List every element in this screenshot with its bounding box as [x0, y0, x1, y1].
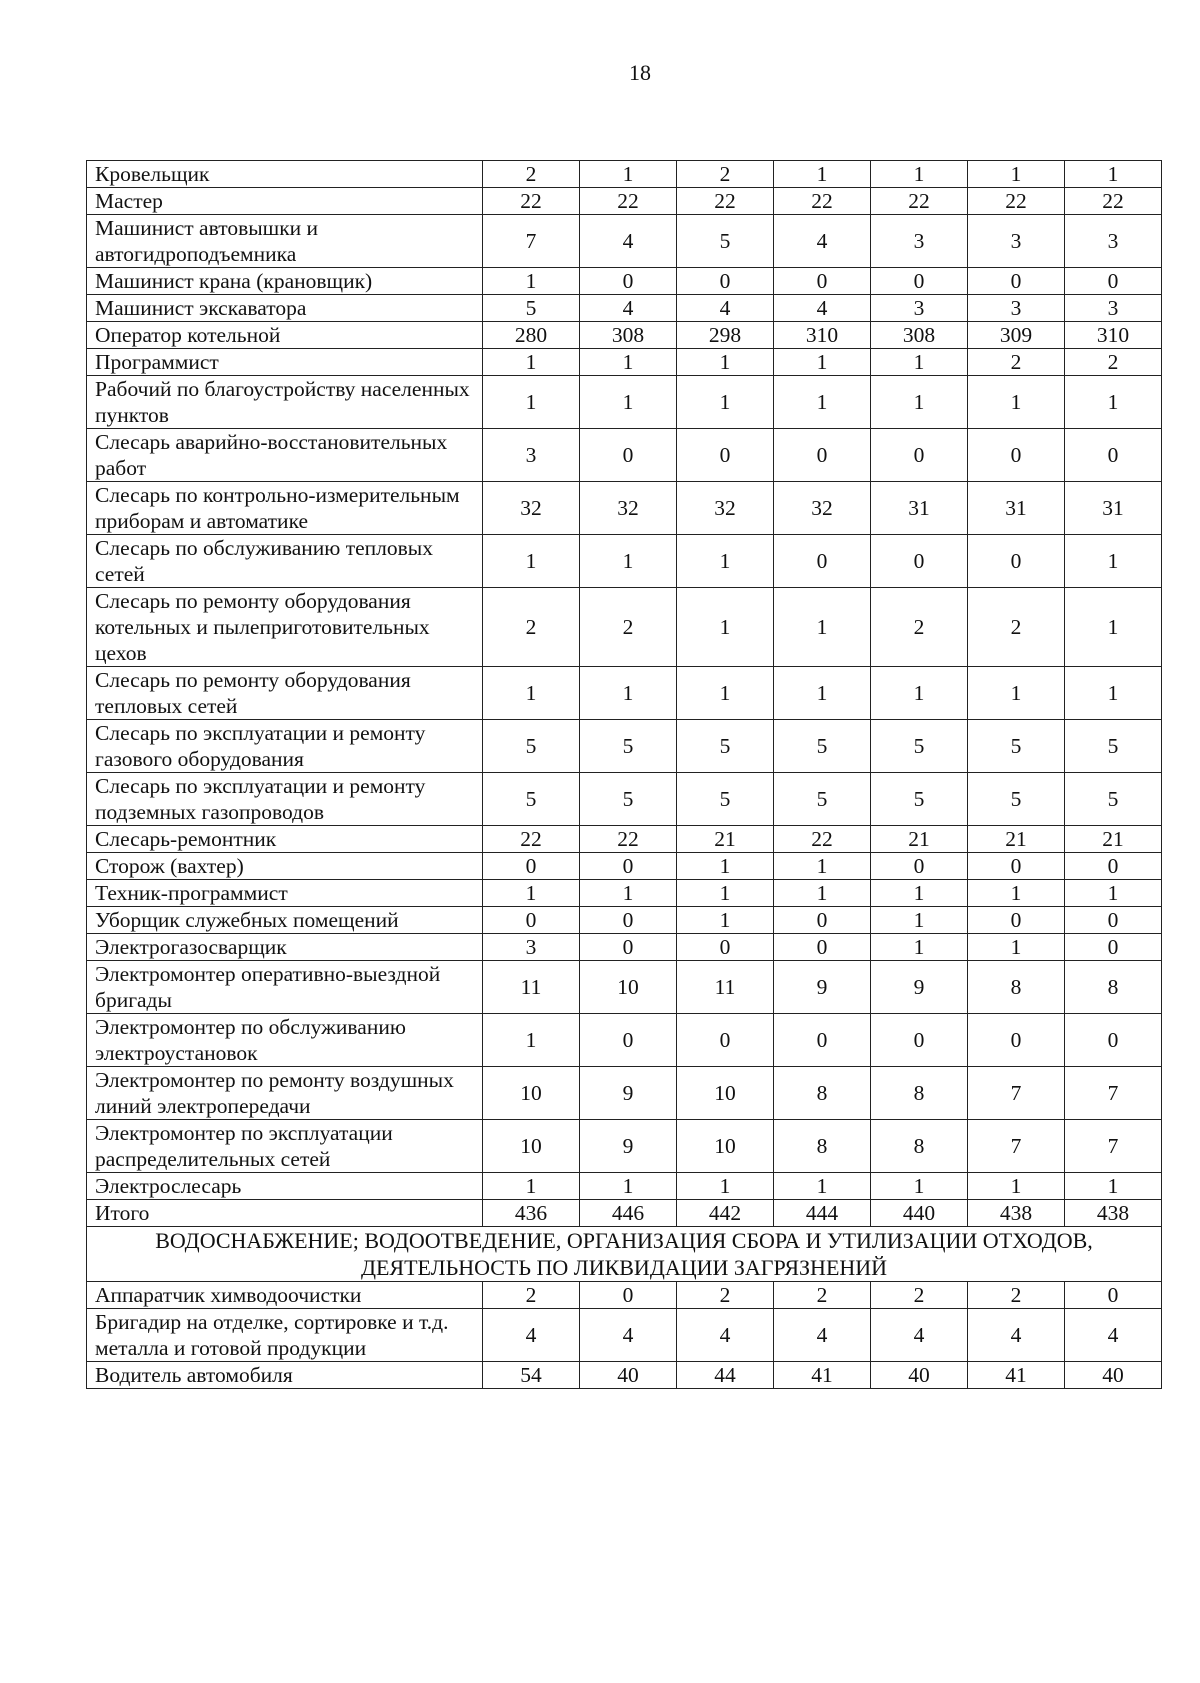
profession-name: Слесарь-ремонтник	[87, 826, 483, 853]
value-cell: 22	[1065, 188, 1162, 215]
value-cell: 1	[871, 349, 968, 376]
profession-name: Итого	[87, 1200, 483, 1227]
value-cell: 4	[774, 295, 871, 322]
value-cell: 1	[968, 161, 1065, 188]
value-cell: 0	[774, 907, 871, 934]
profession-name: Техник-программист	[87, 880, 483, 907]
value-cell: 0	[774, 268, 871, 295]
value-cell: 5	[1065, 773, 1162, 826]
value-cell: 7	[1065, 1067, 1162, 1120]
value-cell: 8	[871, 1120, 968, 1173]
value-cell: 1	[871, 880, 968, 907]
value-cell: 8	[871, 1067, 968, 1120]
profession-name: Электрогазосварщик	[87, 934, 483, 961]
table-row	[87, 1014, 1162, 1067]
value-cell: 40	[580, 1362, 677, 1389]
value-cell: 1	[580, 349, 677, 376]
value-cell: 11	[677, 961, 774, 1014]
value-cell: 8	[968, 961, 1065, 1014]
value-cell: 10	[483, 1120, 580, 1173]
profession-name: Слесарь по ремонту оборудования тепловых сетей	[87, 667, 483, 720]
value-cell: 0	[1065, 934, 1162, 961]
value-cell: 2	[483, 1282, 580, 1309]
value-cell: 0	[1065, 1282, 1162, 1309]
value-cell: 2	[677, 161, 774, 188]
value-cell: 2	[968, 1282, 1065, 1309]
value-cell: 0	[580, 907, 677, 934]
value-cell: 0	[1065, 268, 1162, 295]
value-cell: 440	[871, 1200, 968, 1227]
table-row	[87, 826, 1162, 853]
table-row	[87, 934, 1162, 961]
value-cell: 10	[580, 961, 677, 1014]
table-row	[87, 1309, 1162, 1362]
table-row	[87, 667, 1162, 720]
value-cell: 9	[774, 961, 871, 1014]
value-cell: 1	[871, 667, 968, 720]
value-cell: 31	[968, 482, 1065, 535]
profession-name: Слесарь по контрольно-измерительным приборам и автоматике	[87, 482, 483, 535]
table-row	[87, 161, 1162, 188]
profession-name: Электромонтер по эксплуатации распределительных сетей	[87, 1120, 483, 1173]
value-cell: 0	[580, 934, 677, 961]
value-cell: 1	[677, 880, 774, 907]
table-section	[87, 1227, 1162, 1282]
value-cell: 22	[871, 188, 968, 215]
value-cell: 0	[580, 1282, 677, 1309]
value-cell: 1	[580, 535, 677, 588]
value-cell: 436	[483, 1200, 580, 1227]
value-cell: 1	[483, 376, 580, 429]
value-cell: 1	[871, 161, 968, 188]
table-body-part1	[87, 161, 1162, 1227]
value-cell: 0	[871, 535, 968, 588]
value-cell: 438	[968, 1200, 1065, 1227]
value-cell: 41	[968, 1362, 1065, 1389]
value-cell: 3	[483, 934, 580, 961]
value-cell: 7	[483, 215, 580, 268]
value-cell: 5	[677, 215, 774, 268]
value-cell: 5	[677, 720, 774, 773]
profession-name: Слесарь аварийно-восстановительных работ	[87, 429, 483, 482]
value-cell: 1	[968, 934, 1065, 961]
value-cell: 2	[968, 588, 1065, 667]
table-row	[87, 853, 1162, 880]
value-cell: 280	[483, 322, 580, 349]
value-cell: 3	[1065, 215, 1162, 268]
value-cell: 7	[1065, 1120, 1162, 1173]
value-cell: 10	[677, 1067, 774, 1120]
value-cell: 309	[968, 322, 1065, 349]
value-cell: 40	[1065, 1362, 1162, 1389]
staffing-table	[86, 160, 1162, 1389]
value-cell: 4	[968, 1309, 1065, 1362]
value-cell: 2	[1065, 349, 1162, 376]
value-cell: 5	[580, 773, 677, 826]
value-cell: 0	[968, 1014, 1065, 1067]
value-cell: 1	[677, 376, 774, 429]
value-cell: 21	[968, 826, 1065, 853]
value-cell: 0	[871, 853, 968, 880]
value-cell: 3	[968, 215, 1065, 268]
value-cell: 10	[677, 1120, 774, 1173]
profession-name: Электрослесарь	[87, 1173, 483, 1200]
table-row	[87, 720, 1162, 773]
value-cell: 4	[483, 1309, 580, 1362]
value-cell: 1	[1065, 535, 1162, 588]
value-cell: 32	[677, 482, 774, 535]
value-cell: 0	[483, 907, 580, 934]
value-cell: 11	[483, 961, 580, 1014]
value-cell: 54	[483, 1362, 580, 1389]
value-cell: 0	[677, 1014, 774, 1067]
value-cell: 1	[677, 588, 774, 667]
value-cell: 0	[774, 934, 871, 961]
value-cell: 1	[483, 1173, 580, 1200]
profession-name: Слесарь по ремонту оборудования котельных и пылеприготовительных цехов	[87, 588, 483, 667]
value-cell: 4	[1065, 1309, 1162, 1362]
profession-name: Слесарь по эксплуатации и ремонту газового оборудования	[87, 720, 483, 773]
value-cell: 32	[774, 482, 871, 535]
value-cell: 1	[580, 1173, 677, 1200]
value-cell: 1	[677, 667, 774, 720]
value-cell: 5	[483, 773, 580, 826]
value-cell: 22	[677, 188, 774, 215]
value-cell: 4	[774, 215, 871, 268]
value-cell: 7	[968, 1067, 1065, 1120]
value-cell: 1	[483, 268, 580, 295]
profession-name: Слесарь по обслуживанию тепловых сетей	[87, 535, 483, 588]
value-cell: 1	[580, 880, 677, 907]
value-cell: 3	[968, 295, 1065, 322]
value-cell: 32	[580, 482, 677, 535]
value-cell: 1	[483, 667, 580, 720]
profession-name: Рабочий по благоустройству населенных пунктов	[87, 376, 483, 429]
value-cell: 0	[968, 429, 1065, 482]
value-cell: 5	[774, 720, 871, 773]
value-cell: 1	[1065, 667, 1162, 720]
profession-name: Водитель автомобиля	[87, 1362, 483, 1389]
value-cell: 7	[968, 1120, 1065, 1173]
value-cell: 0	[968, 853, 1065, 880]
value-cell: 0	[677, 429, 774, 482]
value-cell: 1	[677, 1173, 774, 1200]
value-cell: 44	[677, 1362, 774, 1389]
value-cell: 4	[677, 295, 774, 322]
value-cell: 5	[1065, 720, 1162, 773]
value-cell: 8	[774, 1067, 871, 1120]
value-cell: 5	[968, 720, 1065, 773]
value-cell: 308	[580, 322, 677, 349]
table-row	[87, 322, 1162, 349]
table-row	[87, 215, 1162, 268]
value-cell: 1	[580, 667, 677, 720]
value-cell: 1	[968, 880, 1065, 907]
value-cell: 1	[677, 907, 774, 934]
value-cell: 1	[871, 376, 968, 429]
value-cell: 446	[580, 1200, 677, 1227]
table-row	[87, 188, 1162, 215]
value-cell: 9	[580, 1067, 677, 1120]
value-cell: 21	[1065, 826, 1162, 853]
value-cell: 1	[1065, 161, 1162, 188]
value-cell: 0	[677, 268, 774, 295]
value-cell: 5	[968, 773, 1065, 826]
value-cell: 5	[871, 720, 968, 773]
value-cell: 2	[483, 161, 580, 188]
page-number: 18	[629, 60, 651, 85]
value-cell: 1	[774, 1173, 871, 1200]
value-cell: 0	[1065, 907, 1162, 934]
value-cell: 4	[580, 295, 677, 322]
profession-name: Электромонтер по ремонту воздушных линий электропередачи	[87, 1067, 483, 1120]
value-cell: 3	[483, 429, 580, 482]
section-heading-row	[87, 1227, 1162, 1282]
value-cell: 0	[1065, 853, 1162, 880]
profession-name: Оператор котельной	[87, 322, 483, 349]
value-cell: 438	[1065, 1200, 1162, 1227]
value-cell: 1	[483, 1014, 580, 1067]
table-row	[87, 1173, 1162, 1200]
value-cell: 1	[677, 853, 774, 880]
profession-name: Машинист экскаватора	[87, 295, 483, 322]
value-cell: 31	[871, 482, 968, 535]
profession-name: Мастер	[87, 188, 483, 215]
table-row	[87, 1120, 1162, 1173]
value-cell: 10	[483, 1067, 580, 1120]
table-row	[87, 1067, 1162, 1120]
table-row	[87, 1362, 1162, 1389]
value-cell: 21	[677, 826, 774, 853]
table-row	[87, 376, 1162, 429]
value-cell: 22	[580, 188, 677, 215]
value-cell: 22	[968, 188, 1065, 215]
value-cell: 2	[677, 1282, 774, 1309]
value-cell: 1	[968, 667, 1065, 720]
value-cell: 21	[871, 826, 968, 853]
value-cell: 9	[871, 961, 968, 1014]
value-cell: 0	[871, 1014, 968, 1067]
value-cell: 1	[774, 376, 871, 429]
value-cell: 2	[871, 588, 968, 667]
value-cell: 442	[677, 1200, 774, 1227]
value-cell: 1	[483, 349, 580, 376]
table-row	[87, 1200, 1162, 1227]
value-cell: 0	[968, 268, 1065, 295]
value-cell: 22	[483, 188, 580, 215]
value-cell: 0	[483, 853, 580, 880]
value-cell: 0	[774, 429, 871, 482]
value-cell: 4	[580, 215, 677, 268]
value-cell: 5	[871, 773, 968, 826]
value-cell: 444	[774, 1200, 871, 1227]
table-row	[87, 773, 1162, 826]
value-cell: 0	[677, 934, 774, 961]
value-cell: 1	[580, 161, 677, 188]
value-cell: 4	[677, 1309, 774, 1362]
value-cell: 0	[774, 535, 871, 588]
table-row	[87, 268, 1162, 295]
value-cell: 1	[677, 535, 774, 588]
value-cell: 1	[483, 880, 580, 907]
table-row	[87, 880, 1162, 907]
value-cell: 1	[1065, 1173, 1162, 1200]
value-cell: 1	[677, 349, 774, 376]
value-cell: 22	[774, 188, 871, 215]
value-cell: 4	[580, 1309, 677, 1362]
value-cell: 5	[677, 773, 774, 826]
value-cell: 298	[677, 322, 774, 349]
value-cell: 0	[1065, 1014, 1162, 1067]
value-cell: 2	[871, 1282, 968, 1309]
value-cell: 310	[774, 322, 871, 349]
value-cell: 9	[580, 1120, 677, 1173]
profession-name: Машинист крана (крановщик)	[87, 268, 483, 295]
value-cell: 5	[483, 720, 580, 773]
table-row	[87, 588, 1162, 667]
value-cell: 5	[774, 773, 871, 826]
profession-name: Электромонтер оперативно-выездной бригады	[87, 961, 483, 1014]
value-cell: 3	[871, 295, 968, 322]
value-cell: 1	[1065, 376, 1162, 429]
profession-name: Машинист автовышки и автогидроподъемника	[87, 215, 483, 268]
profession-name: Электромонтер по обслуживанию электроустановок	[87, 1014, 483, 1067]
value-cell: 8	[774, 1120, 871, 1173]
value-cell: 0	[580, 268, 677, 295]
section-heading: ВОДОСНАБЖЕНИЕ; ВОДООТВЕДЕНИЕ, ОРГАНИЗАЦИЯ СБОРА И УТИЛИЗАЦИИ ОТХОДОВ, ДЕЯТЕЛЬНОСТЬ ПО ЛИКВИДАЦИИ ЗАГРЯЗНЕНИЙ	[87, 1227, 1162, 1282]
value-cell: 1	[774, 667, 871, 720]
value-cell: 22	[774, 826, 871, 853]
value-cell: 0	[774, 1014, 871, 1067]
value-cell: 4	[774, 1309, 871, 1362]
value-cell: 5	[580, 720, 677, 773]
table-body-part2	[87, 1282, 1162, 1389]
value-cell: 1	[774, 349, 871, 376]
table-row	[87, 429, 1162, 482]
value-cell: 32	[483, 482, 580, 535]
value-cell: 3	[871, 215, 968, 268]
value-cell: 0	[968, 907, 1065, 934]
value-cell: 0	[968, 535, 1065, 588]
value-cell: 1	[871, 934, 968, 961]
profession-name: Бригадир на отделке, сортировке и т.д. металла и готовой продукции	[87, 1309, 483, 1362]
table-row	[87, 535, 1162, 588]
value-cell: 1	[774, 161, 871, 188]
profession-name: Аппаратчик химводоочистки	[87, 1282, 483, 1309]
value-cell: 1	[1065, 880, 1162, 907]
table-row	[87, 349, 1162, 376]
value-cell: 22	[580, 826, 677, 853]
value-cell: 2	[580, 588, 677, 667]
value-cell: 308	[871, 322, 968, 349]
value-cell: 5	[483, 295, 580, 322]
value-cell: 2	[774, 1282, 871, 1309]
value-cell: 1	[871, 907, 968, 934]
value-cell: 4	[871, 1309, 968, 1362]
value-cell: 1	[968, 1173, 1065, 1200]
value-cell: 2	[968, 349, 1065, 376]
value-cell: 1	[774, 588, 871, 667]
table-row	[87, 907, 1162, 934]
table-row	[87, 1282, 1162, 1309]
profession-name: Программист	[87, 349, 483, 376]
value-cell: 0	[580, 1014, 677, 1067]
value-cell: 22	[483, 826, 580, 853]
value-cell: 1	[871, 1173, 968, 1200]
value-cell: 1	[483, 535, 580, 588]
value-cell: 0	[871, 429, 968, 482]
value-cell: 41	[774, 1362, 871, 1389]
value-cell: 8	[1065, 961, 1162, 1014]
profession-name: Слесарь по эксплуатации и ремонту подземных газопроводов	[87, 773, 483, 826]
profession-name: Уборщик служебных помещений	[87, 907, 483, 934]
table-row	[87, 482, 1162, 535]
value-cell: 1	[968, 376, 1065, 429]
profession-name: Кровельщик	[87, 161, 483, 188]
value-cell: 310	[1065, 322, 1162, 349]
value-cell: 1	[774, 880, 871, 907]
value-cell: 1	[774, 853, 871, 880]
value-cell: 31	[1065, 482, 1162, 535]
value-cell: 0	[1065, 429, 1162, 482]
value-cell: 0	[580, 853, 677, 880]
value-cell: 40	[871, 1362, 968, 1389]
value-cell: 0	[871, 268, 968, 295]
value-cell: 1	[1065, 588, 1162, 667]
value-cell: 3	[1065, 295, 1162, 322]
value-cell: 2	[483, 588, 580, 667]
value-cell: 0	[580, 429, 677, 482]
table-row	[87, 961, 1162, 1014]
table-row	[87, 295, 1162, 322]
profession-name: Сторож (вахтер)	[87, 853, 483, 880]
value-cell: 1	[580, 376, 677, 429]
